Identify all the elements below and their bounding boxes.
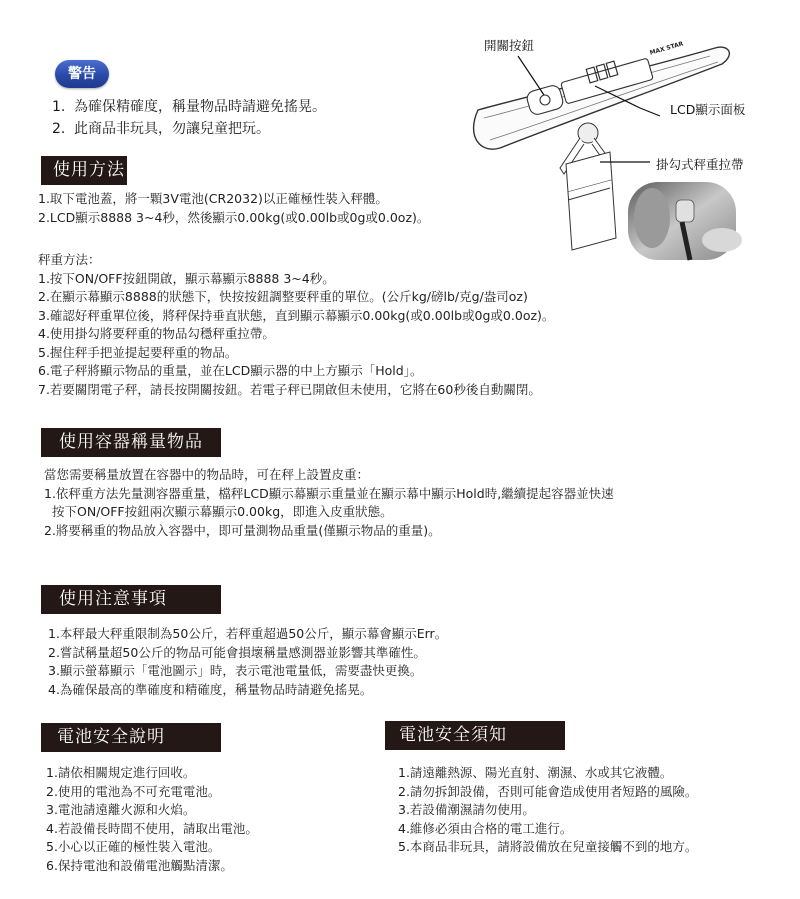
callout-lcd-panel: LCD顯示面板	[670, 102, 746, 117]
step: 6.電子秤將顯示物品的重量，並在LCD顯示器的中上方顯示「Hold」。	[38, 363, 423, 378]
warning-item: 2. 此商品非玩具，勿讓兒童把玩。	[52, 121, 270, 137]
step: 1.按下ON/OFF按鈕開啟，顯示幕顯示8888 3~4秒。	[38, 270, 335, 286]
svg-text:MAX STAR: MAX STAR	[649, 40, 685, 57]
note-item: 3.顯示螢幕顯示「電池圖示」時，表示電池電量低，需要盡快更換。	[48, 663, 423, 678]
section-header-battery-notice: 電池安全須知	[385, 721, 565, 750]
battery-notice-item: 2.請勿拆卸設備，否則可能會造成使用者短路的風險。	[398, 783, 698, 799]
method-title: 秤重方法：	[38, 252, 101, 267]
battery-notice-item: 5.本商品非玩具，請將設備放在兒童接觸不到的地方。	[398, 839, 698, 854]
battery-safety-item: 6.保持電池和設備電池觸點清潔。	[46, 857, 233, 873]
section-header-battery-safety: 電池安全說明	[41, 723, 221, 752]
battery-notice-item: 1.請遠離熱源、陽光直射、潮濕、水或其它液體。	[398, 765, 673, 780]
battery-notice-list	[398, 764, 697, 857]
step: 2.在顯示幕顯示8888的狀態下，快按按鈕調整要秤重的單位。(公斤kg/磅lb/克g/盎司oz)	[38, 289, 528, 304]
weighing-method	[38, 251, 554, 399]
step: 3.確認好秤重單位後，將秤保持垂直狀態，直到顯示幕顯示0.00kg(或0.00lb或0g或0.0oz)。	[38, 307, 555, 323]
battery-safety-item: 2.使用的電池為不可充電電池。	[46, 783, 221, 799]
note-item: 1.本秤最大秤重限制為50公斤，若秤重超過50公斤，顯示幕會顯示Err。	[48, 626, 448, 641]
warning-list	[52, 96, 326, 140]
warning-badge: 警告	[55, 60, 109, 88]
callout-power-button: 開關按鈕	[484, 38, 535, 53]
step: 5.握住秤手把並提起要秤重的物品。	[38, 344, 238, 360]
battery-safety-item: 4.若設備長時間不使用，請取出電池。	[46, 820, 258, 836]
step: 7.若要關閉電子秤，請長按開關按鈕。若電子秤已開啟但未使用，它將在60秒後自動關閉。	[38, 381, 541, 397]
note-item: 4.為確保最高的準確度和精確度，稱量物品時請避免搖晃。	[48, 681, 373, 697]
container-text: 當您需要稱量放置在容器中的物品時，可在秤上設置皮重： 1.依秤重方法先量測容器重量，檔秤LCD顯示幕顯示重量並在顯示幕中顯示Hold時,繼續提起容器並快速 按下ON/OFF按鈕兩次顯示幕顯示0.00kg，即進入皮重狀態。 2.將要稱重的物品放入容器中，即可量測物品重量(僅顯示物品的重量)。	[44, 467, 614, 538]
step: 4.使用掛勾將要秤重的物品勾穩秤重拉帶。	[38, 326, 275, 341]
usage-intro: 1.取下電池蓋，將一顆3V電池(CR2032)以正確極性裝入秤體。 2.LCD顯示8888 3~4秒，然後顯示0.00kg(或0.00lb或0g或0.0oz)。	[38, 191, 430, 225]
callout-hook-strap: 掛勾式秤重拉帶	[656, 157, 744, 172]
battery-safety-list	[46, 764, 258, 875]
section-header-container: 使用容器稱量物品	[41, 428, 221, 457]
battery-safety-item: 3.電池請遠離火源和火焰。	[46, 802, 196, 817]
warning-item: 1. 為確保精確度，稱量物品時請避免搖晃。	[52, 99, 326, 115]
note-item: 2.嘗試稱量超50公斤的物品可能會損壞稱量感測器並影響其準確性。	[48, 644, 426, 660]
battery-notice-item: 3.若設備潮濕請勿使用。	[398, 802, 535, 817]
section-header-usage: 使用方法	[41, 156, 127, 185]
section-header-notes: 使用注意事項	[41, 585, 221, 614]
battery-notice-item: 4.維修必須由合格的電工進行。	[398, 820, 573, 836]
notes-list	[48, 625, 447, 699]
battery-safety-item: 1.請依相關規定進行回收。	[46, 765, 196, 780]
battery-safety-item: 5.小心以正確的極性裝入電池。	[46, 839, 221, 854]
